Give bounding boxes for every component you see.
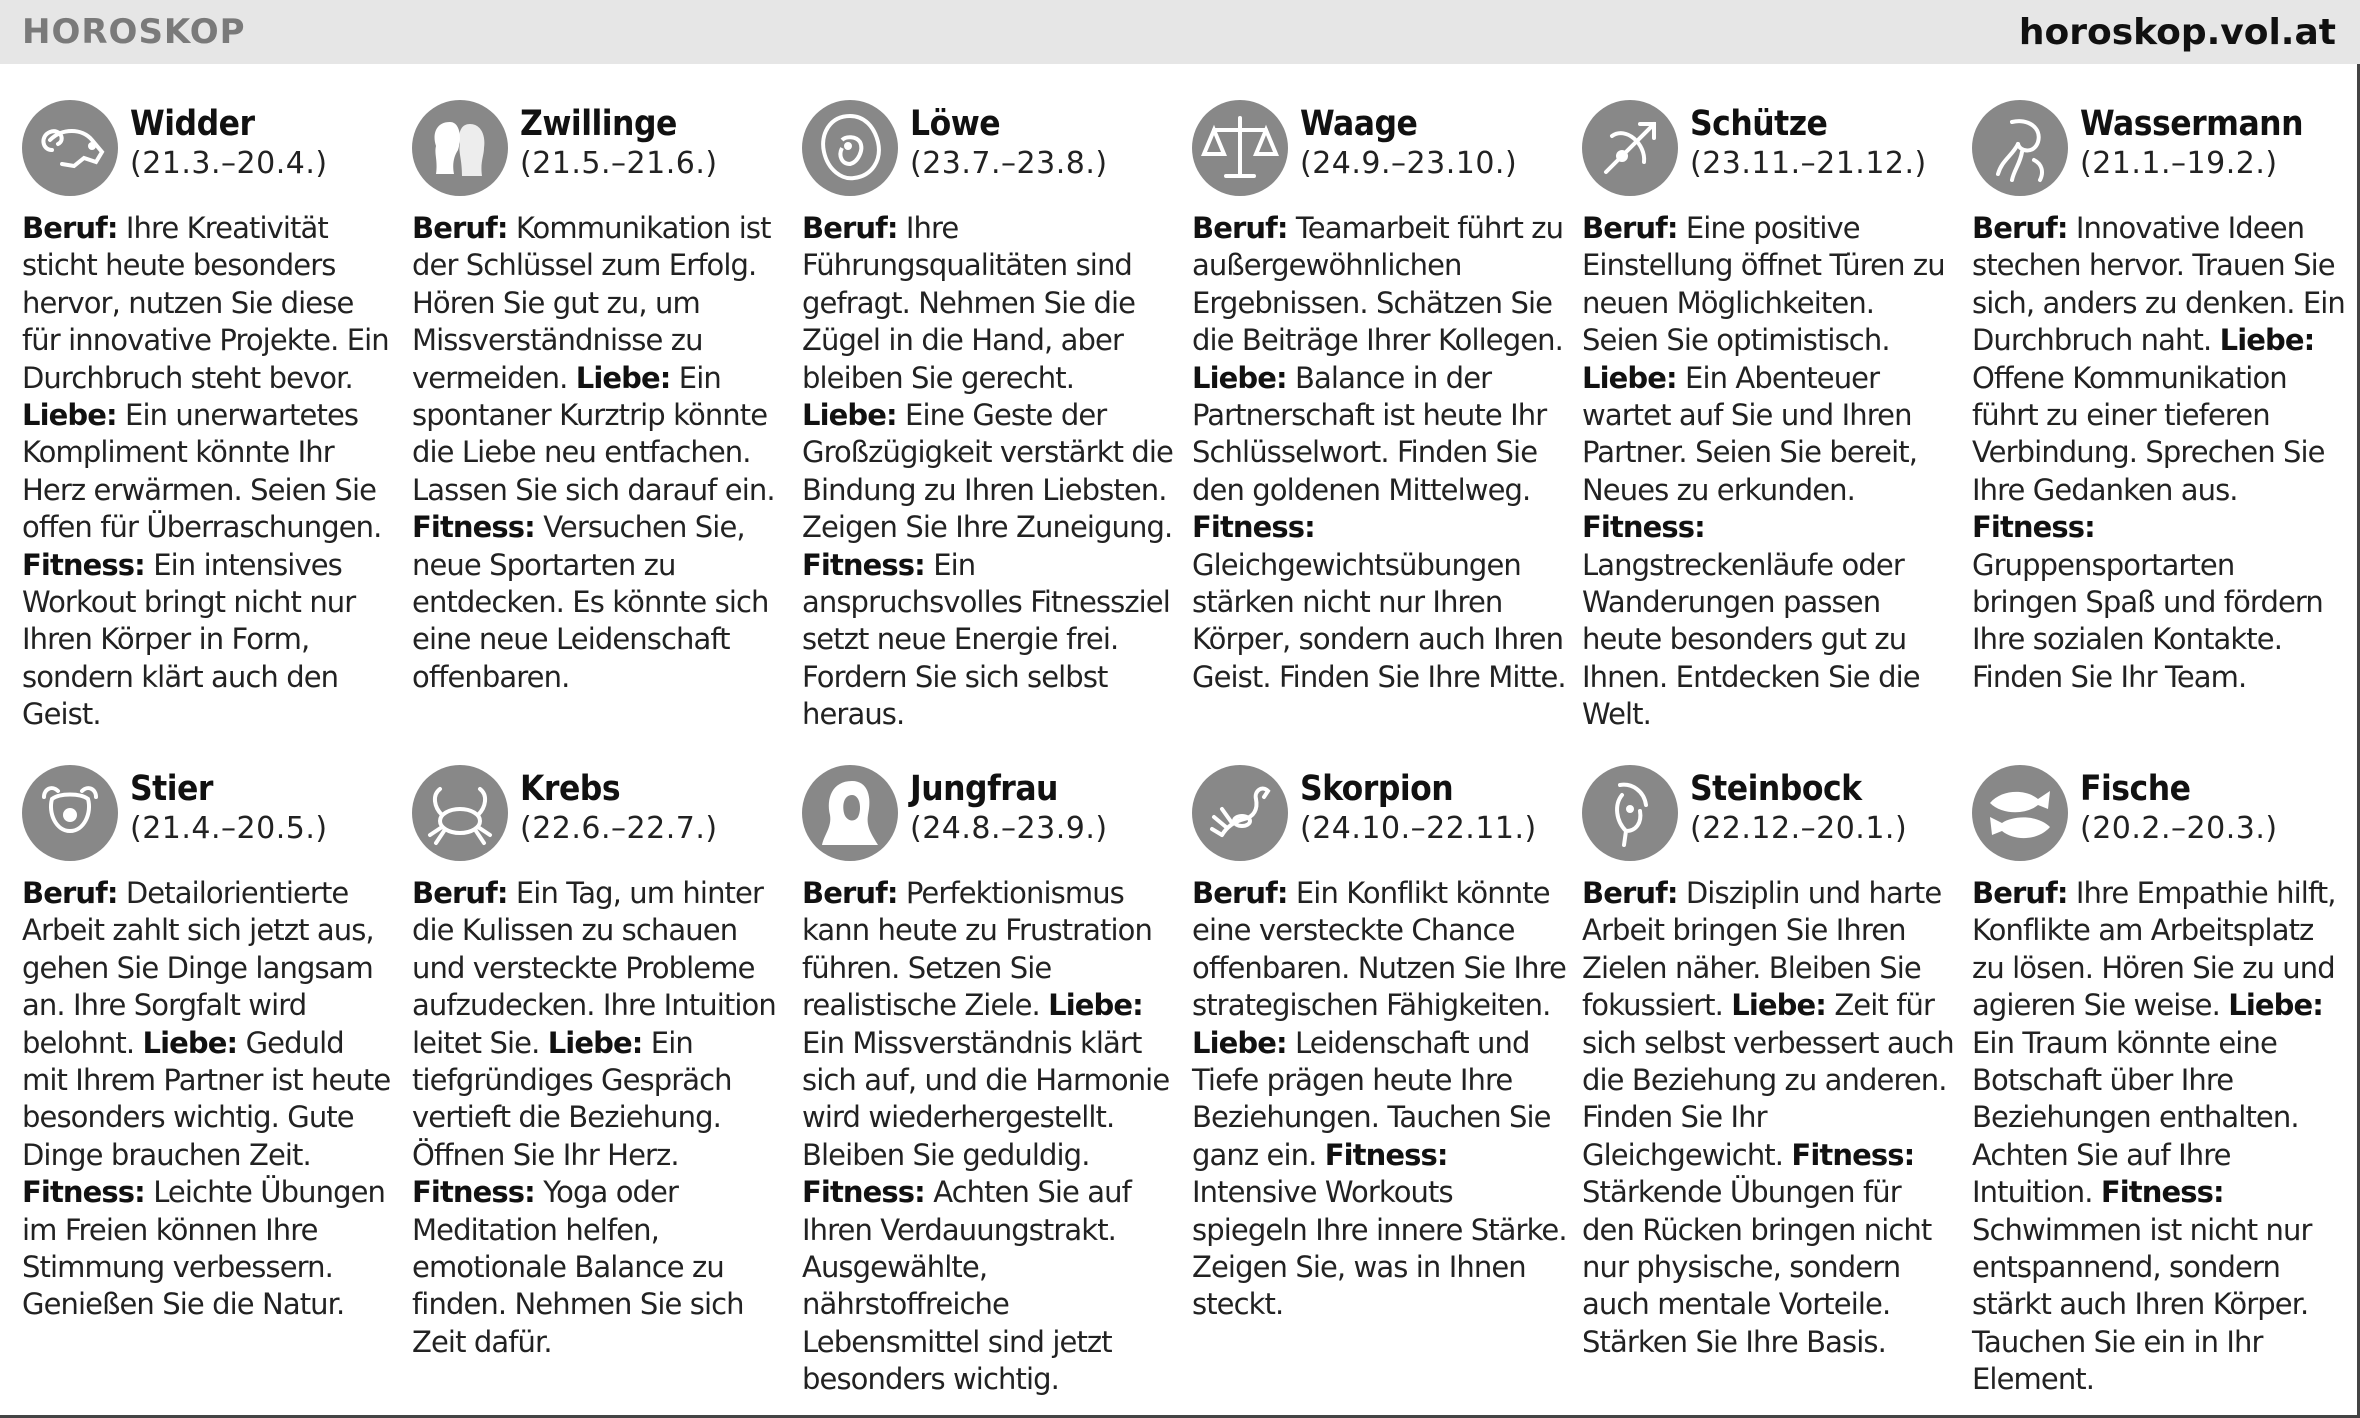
sign-name: Krebs xyxy=(520,769,621,809)
fitness-text: Achten Sie auf Ihren Verdauungstrakt. Ausgewählte, nährstoffreiche Lebensmittel sind jetzt besonders wichtig. xyxy=(802,1175,1131,1397)
liebe-label: Liebe: xyxy=(575,360,671,395)
sign-forecast xyxy=(1582,210,1957,734)
beruf-label: Beruf: xyxy=(1192,876,1288,910)
sign-dates: (24.8.–23.9.) xyxy=(910,811,1108,846)
fitness-text: Leichte Übungen im Freien können Ihre Stimmung verbessern. Genießen Sie die Natur. xyxy=(22,1175,386,1322)
sign-dates: (21.3.–20.4.) xyxy=(130,146,328,181)
beruf-text: Ihre Empathie hilft, Konflikte am Arbeitsplatz zu lösen. Hören Sie zu und agieren Sie weise. xyxy=(1972,876,2336,1023)
sign-titles xyxy=(1300,100,1517,184)
liebe-text: Ein Traum könnte eine Botschaft über Ihre Beziehungen enthalten. Achten Sie auf Ihre Intuition. xyxy=(1972,1025,2299,1210)
sign-titles xyxy=(130,100,328,184)
liebe-label: Liebe: xyxy=(1048,988,1143,1023)
archer-icon xyxy=(1582,100,1678,196)
virgin-icon xyxy=(802,765,898,861)
beruf-text: Disziplin und harte Arbeit bringen Sie Ihren Zielen näher. Bleiben Sie fokussiert. xyxy=(1582,876,1942,1023)
sign-forecast xyxy=(802,875,1177,1399)
scorpion-icon xyxy=(1192,765,1288,861)
sign-card-stier xyxy=(22,765,397,1324)
liebe-label: Liebe: xyxy=(22,398,117,433)
sign-header xyxy=(412,765,787,865)
fitness-text: Ein anspruchsvolles Fitnessziel setzt neue Energie frei. Fordern Sie sich selbst heraus. xyxy=(802,547,1170,732)
liebe-text: Balance in der Partnerschaft ist heute Ihr Schlüsselwort. Finden Sie den goldenen Mittelweg. xyxy=(1192,360,1547,507)
liebe-label: Liebe: xyxy=(1582,360,1677,395)
beruf-text: Kommunikation ist der Schlüssel zum Erfolg. Hören Sie gut zu, um Missverständnisse zu vermeiden. xyxy=(412,211,771,395)
sign-dates: (22.12.–20.1.) xyxy=(1690,811,1908,846)
water-bearer-icon xyxy=(1972,100,2068,196)
sign-header xyxy=(22,100,397,200)
liebe-label: Liebe: xyxy=(2228,988,2323,1023)
liebe-label: Liebe: xyxy=(547,1025,643,1060)
liebe-label: Liebe: xyxy=(1192,360,1287,395)
liebe-label: Liebe: xyxy=(802,398,897,433)
goat-icon xyxy=(1582,765,1678,861)
beruf-label: Beruf: xyxy=(802,211,898,245)
sign-header xyxy=(802,765,1177,865)
liebe-label: Liebe: xyxy=(1731,988,1827,1023)
liebe-text: Eine Geste der Großzügigkeit verstärkt die Bindung zu Ihren Liebsten. Zeigen Sie Ihre Zuneigung. xyxy=(802,398,1173,545)
sign-dates: (22.6.–22.7.) xyxy=(520,811,718,846)
sign-header xyxy=(1972,100,2347,200)
sign-name: Waage xyxy=(1300,104,1418,144)
sign-forecast xyxy=(1972,210,2347,696)
sign-name: Steinbock xyxy=(1690,769,1862,809)
scales-icon xyxy=(1192,100,1288,196)
fitness-label: Fitness: xyxy=(22,1175,145,1210)
sign-titles xyxy=(520,765,718,849)
beruf-label: Beruf: xyxy=(412,211,508,245)
sign-name: Fische xyxy=(2080,769,2191,809)
beruf-text: Innovative Ideen stechen hervor. Trauen Sie sich, anders zu denken. Ein Durchbruch naht. xyxy=(1972,211,2345,358)
sign-titles xyxy=(2080,765,2278,849)
beruf-label: Beruf: xyxy=(1972,211,2068,245)
fitness-text: Schwimmen ist nicht nur entspannend, sondern stärkt auch Ihren Körper. Tauchen Sie ein in Ihr Element. xyxy=(1972,1212,2312,1397)
beruf-label: Beruf: xyxy=(412,876,508,910)
sign-name: Löwe xyxy=(910,104,1001,144)
fitness-label: Fitness: xyxy=(1791,1137,1915,1172)
beruf-label: Beruf: xyxy=(1582,211,1678,245)
sign-card-waage xyxy=(1192,100,1567,696)
fitness-label: Fitness: xyxy=(2100,1175,2224,1210)
beruf-label: Beruf: xyxy=(1972,876,2068,910)
sign-name: Wassermann xyxy=(2080,104,2304,144)
bull-icon xyxy=(22,765,118,861)
fitness-label: Fitness: xyxy=(22,547,145,582)
liebe-text: Zeit für sich selbst verbessert auch die Beziehung zu anderen. Finden Sie Ihr Gleichgewicht. xyxy=(1582,988,1954,1172)
beruf-text: Ein Konflikt könnte eine versteckte Chance offenbaren. Nutzen Sie Ihre strategischen Fähigkeiten. xyxy=(1192,876,1566,1023)
beruf-text: Teamarbeit führt zu außergewöhnlichen Ergebnissen. Schätzen Sie die Beiträge Ihrer Kollegen. xyxy=(1192,211,1564,358)
sign-name: Jungfrau xyxy=(910,769,1058,809)
header-bar xyxy=(0,0,2360,64)
sign-header xyxy=(1582,100,1957,200)
sign-forecast xyxy=(412,875,787,1361)
sign-card-löwe xyxy=(802,100,1177,734)
fitness-text: Intensive Workouts spiegeln Ihre innere Stärke. Zeigen Sie, was in Ihnen steckt. xyxy=(1192,1175,1567,1322)
fitness-label: Fitness: xyxy=(1192,510,1315,545)
crab-icon xyxy=(412,765,508,861)
fitness-text: Yoga oder Meditation helfen, emotionale Balance zu finden. Nehmen Sie sich Zeit dafür. xyxy=(412,1175,744,1359)
sign-titles xyxy=(910,765,1108,849)
sign-forecast xyxy=(22,875,397,1324)
sign-header xyxy=(1582,765,1957,865)
sign-titles xyxy=(2080,100,2303,184)
liebe-text: Leidenschaft und Tiefe prägen heute Ihre Beziehungen. Tauchen Sie ganz ein. xyxy=(1192,1025,1551,1172)
fitness-label: Fitness: xyxy=(412,510,535,545)
sign-dates: (21.4.–20.5.) xyxy=(130,811,328,846)
sign-titles xyxy=(1690,765,1907,849)
sign-card-jungfrau xyxy=(802,765,1177,1399)
sign-card-widder xyxy=(22,100,397,734)
sign-name: Zwillinge xyxy=(520,104,677,144)
beruf-text: Ihre Führungsqualitäten sind gefragt. Nehmen Sie die Zügel in die Hand, aber bleiben Sie gerecht. xyxy=(802,211,1136,395)
sign-forecast xyxy=(802,210,1177,734)
sign-dates: (24.9.–23.10.) xyxy=(1300,146,1518,181)
liebe-text: Ein Abenteuer wartet auf Sie und Ihren Partner. Seien Sie bereit, Neues zu erkunden. xyxy=(1582,360,1918,507)
fitness-label: Fitness: xyxy=(412,1175,535,1210)
sign-titles xyxy=(1690,100,1927,184)
section-title: HOROSKOP xyxy=(22,12,246,52)
fitness-text: Stärkende Übungen für den Rücken bringen nicht nur physische, sondern auch mentale Vorteile. Stärken Sie Ihre Basis. xyxy=(1582,1175,1932,1359)
sign-titles xyxy=(910,100,1108,184)
sign-header xyxy=(1192,100,1567,200)
beruf-label: Beruf: xyxy=(802,876,898,910)
liebe-text: Geduld mit Ihrem Partner ist heute besonders wichtig. Gute Dinge brauchen Zeit. xyxy=(22,1025,391,1172)
sign-dates: (21.5.–21.6.) xyxy=(520,146,718,181)
fitness-text: Gleichgewichtsübungen stärken nicht nur Ihren Körper, sondern auch Ihren Geist. Finden Sie Ihre Mitte. xyxy=(1192,547,1566,694)
fitness-label: Fitness: xyxy=(1324,1137,1448,1172)
sign-card-krebs xyxy=(412,765,787,1361)
sign-card-schütze xyxy=(1582,100,1957,734)
sign-forecast xyxy=(1192,875,1567,1324)
liebe-text: Ein unerwartetes Kompliment könnte Ihr Herz erwärmen. Seien Sie offen für Überraschungen. xyxy=(22,398,382,545)
sign-dates: (20.2.–20.3.) xyxy=(2080,811,2278,846)
beruf-text: Ihre Kreativität sticht heute besonders hervor, nutzen Sie diese für innovative Projekte. Ein Durchbruch steht bevor. xyxy=(22,211,389,395)
beruf-text: Ein Tag, um hinter die Kulissen zu schauen und versteckte Probleme aufzudecken. Ihre Intuition leitet Sie. xyxy=(412,876,776,1060)
fitness-label: Fitness: xyxy=(802,1175,925,1210)
fitness-text: Ein intensives Workout bringt nicht nur Ihren Körper in Form, sondern klärt auch den Geist. xyxy=(22,547,356,732)
lion-icon xyxy=(802,100,898,196)
sign-dates: (23.7.–23.8.) xyxy=(910,146,1108,181)
sign-card-zwillinge xyxy=(412,100,787,696)
sign-forecast xyxy=(412,210,787,696)
sign-name: Stier xyxy=(130,769,213,809)
sign-card-wassermann xyxy=(1972,100,2347,696)
sign-forecast xyxy=(22,210,397,734)
sign-header xyxy=(412,100,787,200)
fitness-label: Fitness: xyxy=(1582,510,1705,545)
liebe-text: Ein Missverständnis klärt sich auf, und die Harmonie wird wiederhergestellt. Bleiben Sie geduldig. xyxy=(802,1025,1170,1172)
beruf-text: Eine positive Einstellung öffnet Türen zu neuen Möglichkeiten. Seien Sie optimistisch. xyxy=(1582,211,1945,358)
sign-forecast xyxy=(1582,875,1957,1361)
beruf-label: Beruf: xyxy=(22,211,118,245)
fish-icon xyxy=(1972,765,2068,861)
sign-titles xyxy=(130,765,328,849)
fitness-label: Fitness: xyxy=(802,547,925,582)
liebe-text: Ein tiefgründiges Gespräch vertieft die Beziehung. Öffnen Sie Ihr Herz. xyxy=(412,1025,732,1172)
sign-name: Widder xyxy=(130,104,255,144)
liebe-label: Liebe: xyxy=(1192,1025,1287,1060)
sign-dates: (21.1.–19.2.) xyxy=(2080,146,2278,181)
beruf-label: Beruf: xyxy=(1582,876,1678,910)
sign-forecast xyxy=(1972,875,2347,1399)
liebe-text: Offene Kommunikation führt zu einer tieferen Verbindung. Sprechen Sie Ihre Gedanken aus. xyxy=(1972,360,2325,507)
beruf-text: Detailorientierte Arbeit zahlt sich jetzt aus, gehen Sie Dinge langsam an. Ihre Sorgfalt wird belohnt. xyxy=(22,876,374,1060)
fitness-label: Fitness: xyxy=(1972,510,2095,545)
sign-forecast xyxy=(1192,210,1567,696)
fitness-text: Langstreckenläufe oder Wanderungen passen heute besonders gut zu Ihnen. Entdecken Sie die Welt. xyxy=(1582,547,1920,732)
fitness-text: Gruppensportarten bringen Spaß und fördern Ihre sozialen Kontakte. Finden Sie Ihr Team. xyxy=(1972,547,2323,694)
sign-titles xyxy=(520,100,718,184)
sign-header xyxy=(1972,765,2347,865)
sign-header xyxy=(1192,765,1567,865)
sign-name: Schütze xyxy=(1690,104,1828,144)
beruf-label: Beruf: xyxy=(22,876,118,910)
beruf-label: Beruf: xyxy=(1192,211,1288,245)
site-url[interactable]: horoskop.vol.at xyxy=(2018,11,2336,53)
sign-card-fische xyxy=(1972,765,2347,1399)
fitness-text: Versuchen Sie, neue Sportarten zu entdecken. Es könnte sich eine neue Leidenschaft offenbaren. xyxy=(412,510,769,694)
sign-dates: (24.10.–22.11.) xyxy=(1300,811,1537,846)
twins-icon xyxy=(412,100,508,196)
liebe-text: Ein spontaner Kurztrip könnte die Liebe neu entfachen. Lassen Sie sich darauf ein. xyxy=(412,360,775,507)
liebe-label: Liebe: xyxy=(2219,323,2315,358)
sign-card-steinbock xyxy=(1582,765,1957,1361)
ram-icon xyxy=(22,100,118,196)
sign-header xyxy=(802,100,1177,200)
liebe-label: Liebe: xyxy=(142,1025,238,1060)
sign-titles xyxy=(1300,765,1537,849)
sign-name: Skorpion xyxy=(1300,769,1454,809)
sign-dates: (23.11.–21.12.) xyxy=(1690,146,1927,181)
sign-card-skorpion xyxy=(1192,765,1567,1324)
sign-header xyxy=(22,765,397,865)
beruf-text: Perfektionismus kann heute zu Frustration führen. Setzen Sie realistische Ziele. xyxy=(802,876,1152,1023)
